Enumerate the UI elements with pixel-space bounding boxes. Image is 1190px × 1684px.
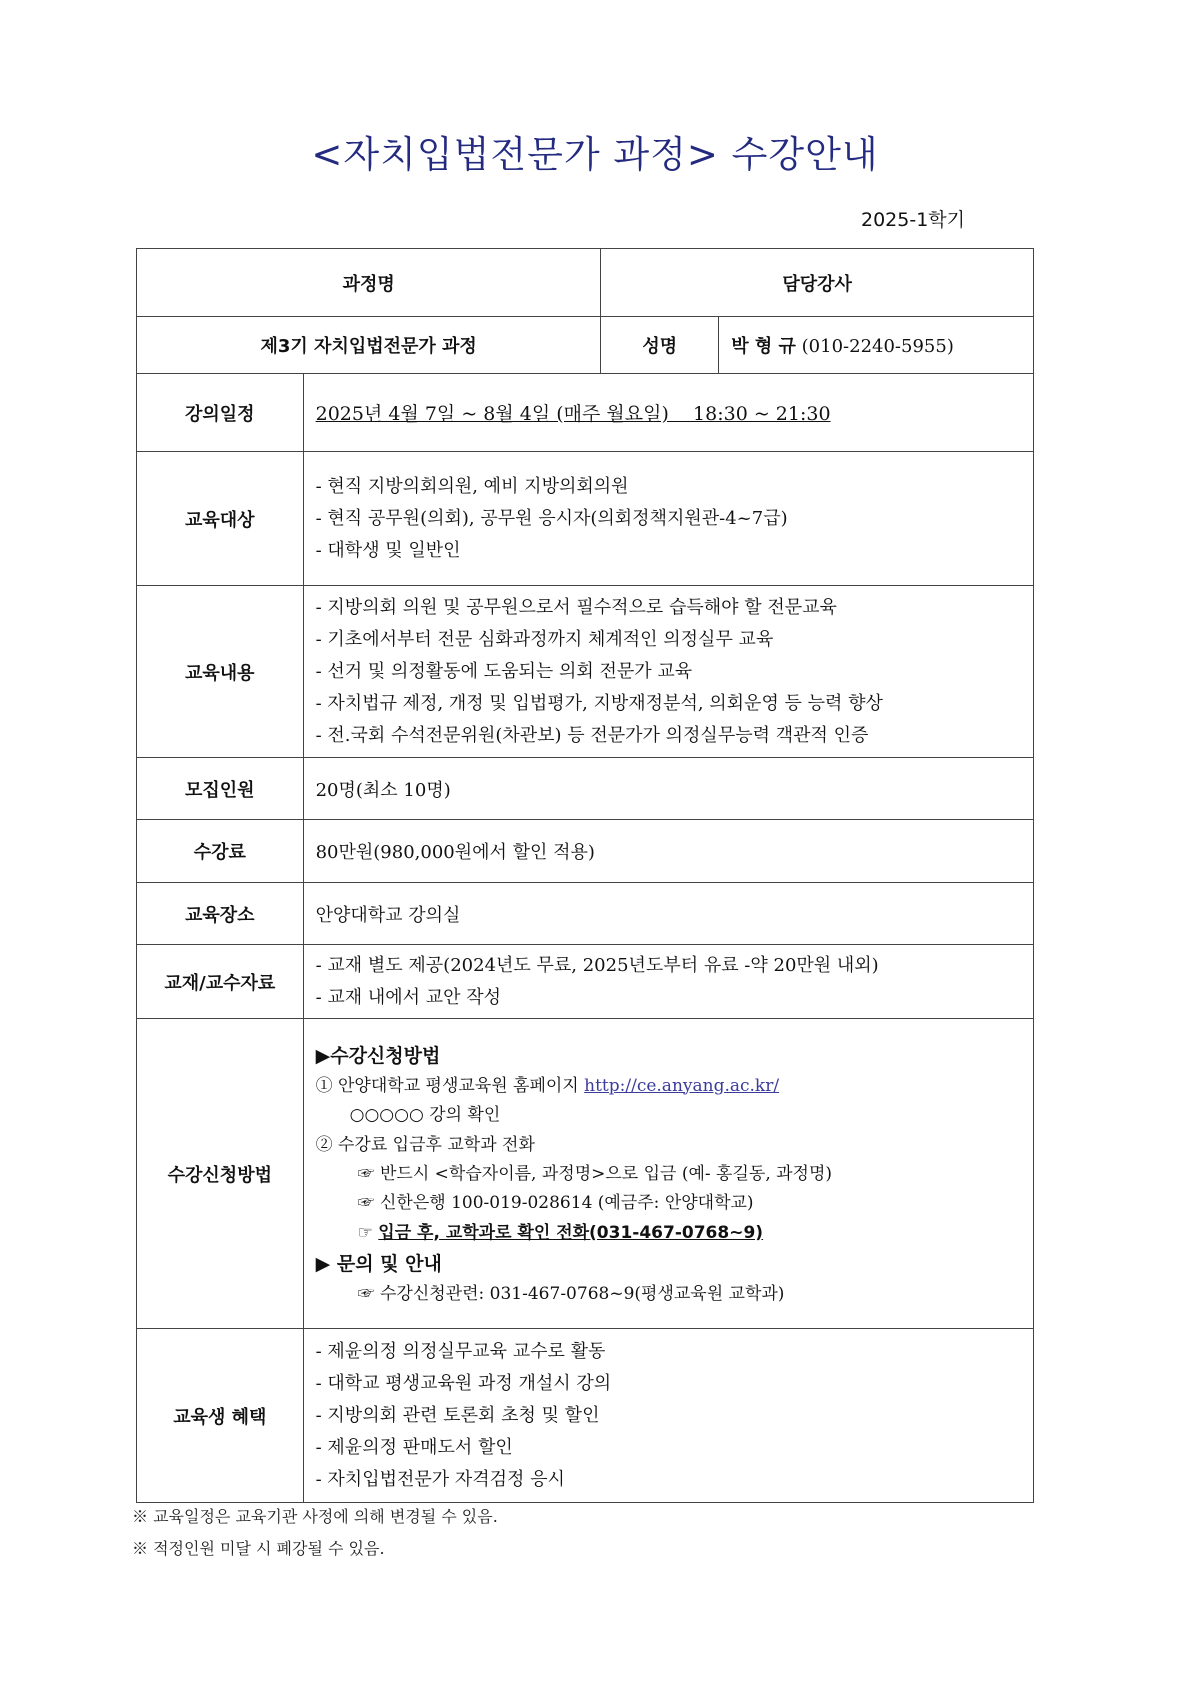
- list-item: - 전.국회 수석전문위원(차관보) 등 전문가가 의정실무능력 객관적 인증: [315, 724, 869, 746]
- target-row: [137, 452, 1034, 586]
- inquiry-heading: ▶ 문의 및 안내: [315, 1252, 442, 1275]
- list-item: - 제윤의정 의정실무교육 교수로 활동: [315, 1340, 606, 1362]
- step2-detail: ☞ 반드시 <학습자이름, 과정명>으로 입금 (예- 홍길동, 과정명): [357, 1163, 833, 1184]
- target-label: 교육대상: [137, 452, 304, 586]
- list-item: - 교재 내에서 교안 작성: [315, 986, 502, 1008]
- course-info-table: [136, 248, 1034, 1503]
- venue-value: 안양대학교 강의실: [303, 883, 1033, 945]
- benefits-list: [303, 1329, 1033, 1503]
- footnote: ※ 적정인원 미달 시 폐강될 수 있음.: [132, 1539, 385, 1558]
- registration-step2: ② 수강료 입금후 교학과 전화: [315, 1134, 535, 1155]
- registration-step1: [316, 1072, 1021, 1100]
- step2-emphasis-text: 입금 후, 교학과로 확인 전화(031-467-0768~9): [378, 1222, 764, 1243]
- target-list: [303, 452, 1033, 586]
- benefits-row: [137, 1329, 1034, 1503]
- step2-emphasis: [316, 1218, 1021, 1248]
- list-item: - 현직 지방의회의원, 예비 지방의회의원: [315, 475, 629, 497]
- schedule-row: [137, 374, 1034, 452]
- footnotes: [132, 1501, 498, 1565]
- capacity-row: [137, 758, 1034, 820]
- list-item: - 제윤의정 판매도서 할인: [315, 1436, 513, 1458]
- registration-details: [303, 1019, 1033, 1329]
- content-label: 교육내용: [137, 586, 304, 758]
- list-item: - 자치법규 제정, 개정 및 입법평가, 지방재정분석, 의회운영 등 능력 향상: [315, 692, 883, 714]
- list-item: - 현직 공무원(의회), 공무원 응시자(의회정책지원관-4~7급): [315, 507, 788, 529]
- list-item: - 대학생 및 일반인: [315, 539, 461, 561]
- footnote: ※ 교육일정은 교육기관 사정에 의해 변경될 수 있음.: [132, 1507, 498, 1526]
- list-item: - 대학교 평생교육원 과정 개설시 강의: [315, 1372, 612, 1394]
- list-item: - 지방의회 관련 토론회 초청 및 할인: [315, 1404, 600, 1426]
- instructor-phone: (010-2240-5955): [801, 336, 954, 357]
- materials-label: 교재/교수자료: [137, 945, 304, 1019]
- content-row: [137, 586, 1034, 758]
- inquiry-line: ☞ 수강신청관련: 031-467-0768~9(평생교육원 교학과): [357, 1283, 785, 1304]
- schedule-label: 강의일정: [137, 374, 304, 452]
- registration-heading: ▶수강신청방법: [315, 1044, 441, 1067]
- fee-value: 80만원(980,000원에서 할인 적용): [303, 820, 1033, 883]
- course-name-header: 과정명: [137, 249, 601, 317]
- list-item: - 지방의회 의원 및 공무원으로서 필수적으로 습득해야 할 전문교육: [315, 596, 837, 618]
- step1-sub: ○○○○○ 강의 확인: [349, 1104, 501, 1125]
- step1-text: ① 안양대학교 평생교육원 홈페이지: [315, 1075, 585, 1096]
- capacity-value: 20명(최소 10명): [303, 758, 1033, 820]
- fee-row: [137, 820, 1034, 883]
- instructor-name: 박 형 규: [731, 336, 796, 357]
- homepage-link[interactable]: http://ce.anyang.ac.kr/: [584, 1075, 780, 1096]
- registration-row: [137, 1019, 1034, 1329]
- list-item: - 선거 및 의정활동에 도움되는 의회 전문가 교육: [315, 660, 693, 682]
- instructor-name-label: 성명: [601, 317, 719, 374]
- schedule-value: [303, 374, 1033, 452]
- materials-row: [137, 945, 1034, 1019]
- fee-label: 수강료: [137, 820, 304, 883]
- benefits-label: 교육생 혜택: [137, 1329, 304, 1503]
- content-list: [303, 586, 1033, 758]
- venue-label: 교육장소: [137, 883, 304, 945]
- list-item: - 교재 별도 제공(2024년도 무료, 2025년도부터 유료 -약 20만원 내외): [315, 954, 879, 976]
- semester-label: 2025-1학기: [860, 209, 965, 231]
- course-name: 제3기 자치입법전문가 과정: [137, 317, 601, 374]
- list-item: - 자치입법전문가 자격검정 응시: [315, 1468, 565, 1490]
- materials-list: [303, 945, 1033, 1019]
- page-title: <자치입법전문가 과정> 수강안내: [311, 133, 879, 176]
- header-row: [137, 249, 1034, 317]
- instructor-info: [719, 317, 1034, 374]
- registration-label: 수강신청방법: [137, 1019, 304, 1329]
- course-row: [137, 317, 1034, 374]
- capacity-label: 모집인원: [137, 758, 304, 820]
- venue-row: [137, 883, 1034, 945]
- hand-pointer-icon: ☞: [357, 1222, 379, 1243]
- list-item: - 기초에서부터 전문 심화과정까지 체계적인 의정실무 교육: [315, 628, 774, 650]
- step2-detail: ☞ 신한은행 100-019-028614 (예금주: 안양대학교): [357, 1192, 754, 1213]
- instructor-header: 담당강사: [601, 249, 1034, 317]
- schedule-text: 2025년 4월 7일 ~ 8월 4일 (매주 월요일) 18:30 ~ 21:30: [315, 403, 831, 425]
